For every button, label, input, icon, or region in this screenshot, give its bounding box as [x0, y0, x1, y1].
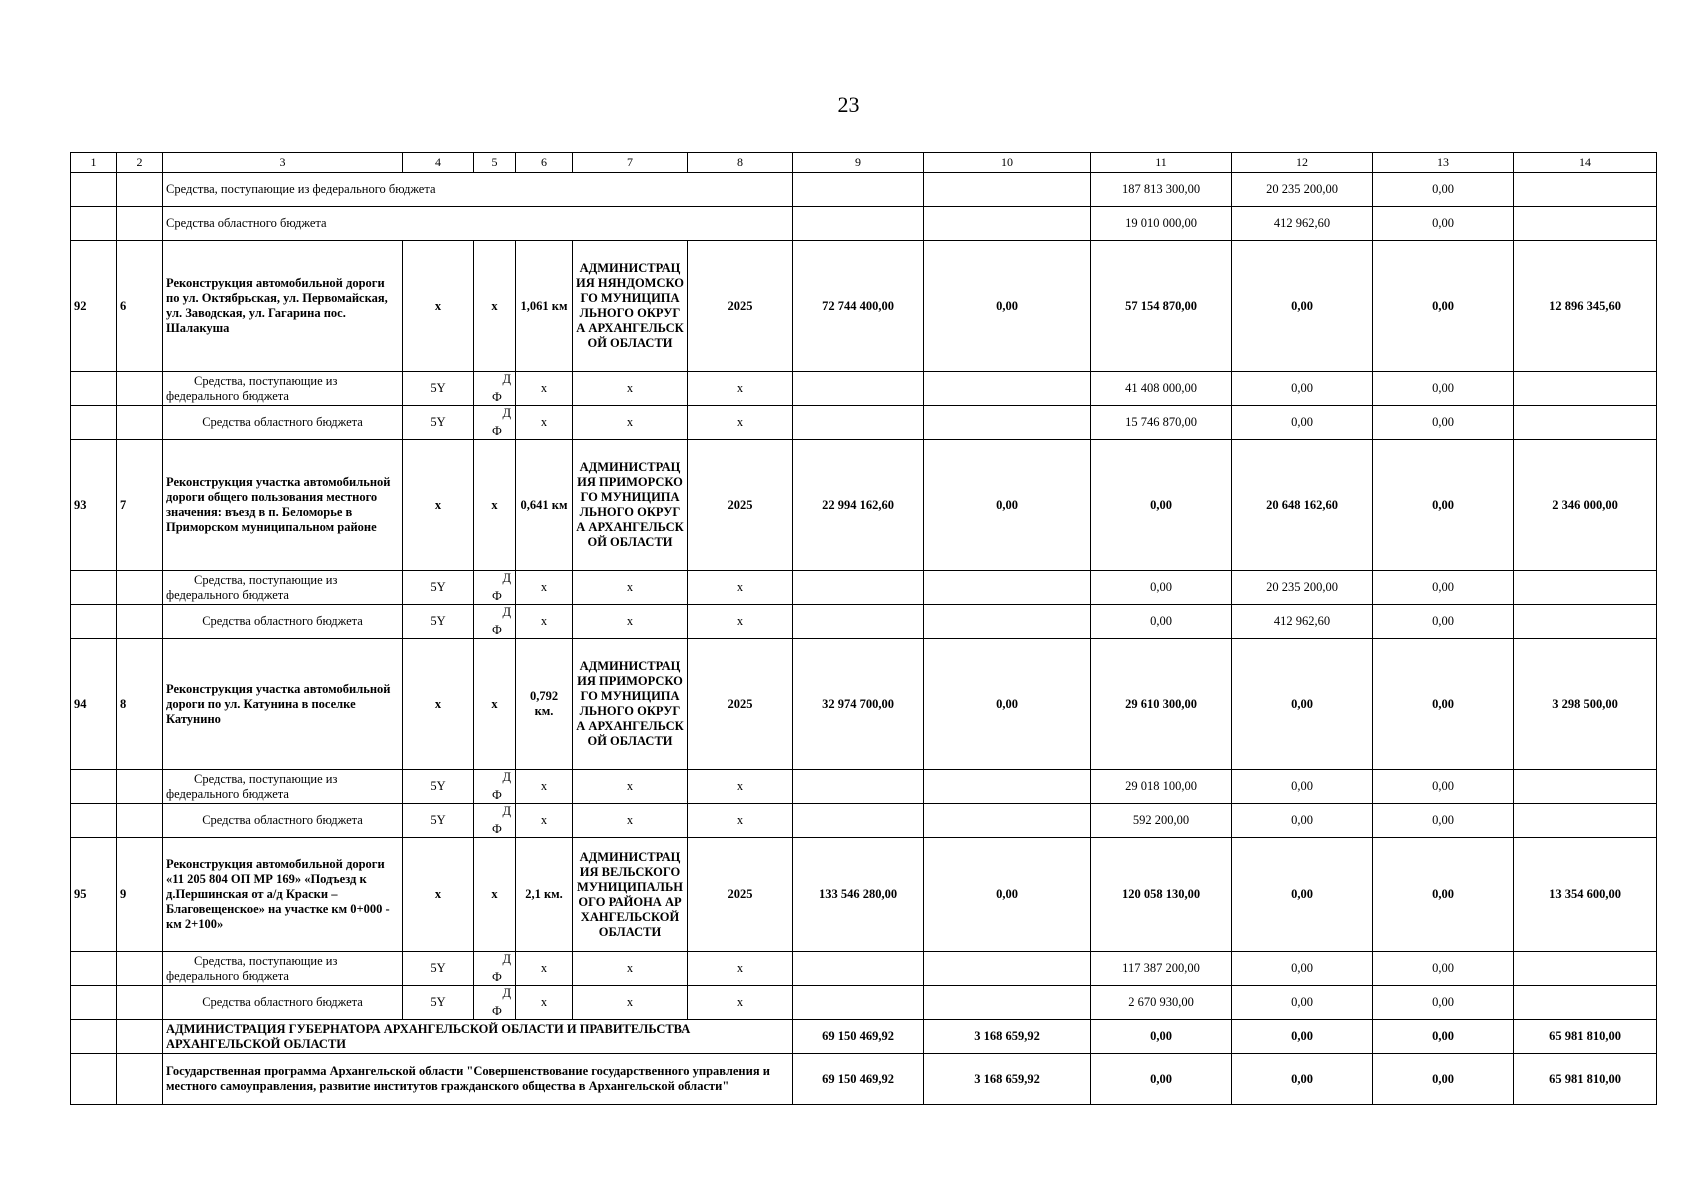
amount-cell: 117 387 200,00	[1091, 952, 1232, 986]
amount-cell: 0,00	[1091, 1054, 1232, 1105]
cell-x: x	[688, 770, 793, 804]
amount-cell: 0,00	[924, 838, 1091, 952]
amount-cell: 12 896 345,60	[1514, 241, 1657, 372]
col-header: 6	[516, 153, 573, 173]
table-cell	[1514, 406, 1657, 440]
budget-code: 5Y	[403, 605, 474, 639]
cell-x: x	[516, 571, 573, 605]
cell-x: x	[516, 952, 573, 986]
road-length: 1,061 км	[516, 241, 573, 372]
table-cell	[924, 804, 1091, 838]
amount-cell: 72 744 400,00	[793, 241, 924, 372]
funding-source-line: федерального бюджета	[166, 968, 289, 983]
cell-x: x	[688, 571, 793, 605]
fund-type-d: Д	[502, 406, 511, 420]
row-number: 94	[71, 639, 117, 770]
table-cell	[117, 1054, 163, 1105]
cell-x: x	[474, 440, 516, 571]
budget-code: 5Y	[403, 804, 474, 838]
table-cell	[71, 986, 117, 1020]
fund-type-cell	[474, 804, 516, 838]
amount-cell: 0,00	[1232, 986, 1373, 1020]
cell-x: x	[573, 952, 688, 986]
fund-type-f: Ф	[492, 390, 502, 404]
cell-x: x	[688, 986, 793, 1020]
col-header: 2	[117, 153, 163, 173]
fund-type-cell	[474, 372, 516, 406]
col-header: 3	[163, 153, 403, 173]
funding-source	[163, 571, 403, 605]
fund-type-cell	[474, 770, 516, 804]
table-cell	[71, 372, 117, 406]
funding-row	[71, 372, 1657, 406]
table-cell	[117, 571, 163, 605]
budget-code: 5Y	[403, 770, 474, 804]
funding-source: Средства областного бюджета	[163, 804, 403, 838]
table-cell	[793, 804, 924, 838]
fund-type-cell	[474, 605, 516, 639]
col-header: 13	[1373, 153, 1514, 173]
table-cell	[793, 986, 924, 1020]
page-number: 23	[837, 92, 860, 117]
cell-x: x	[573, 605, 688, 639]
amount-cell: 0,00	[1232, 406, 1373, 440]
fund-type-d: Д	[502, 372, 511, 386]
amount-cell: 0,00	[1232, 639, 1373, 770]
table-cell	[1514, 571, 1657, 605]
fund-type-cell	[474, 571, 516, 605]
funding-row	[71, 207, 1657, 241]
table-cell	[1514, 770, 1657, 804]
amount-cell: 0,00	[1373, 605, 1514, 639]
row-subnumber: 8	[117, 639, 163, 770]
project-row	[71, 440, 1657, 571]
funding-source: Средства областного бюджета	[163, 406, 403, 440]
table-cell	[71, 207, 117, 241]
amount-cell: 0,00	[1373, 241, 1514, 372]
cell-x: x	[688, 406, 793, 440]
funding-source-line: Средства, поступающие из	[194, 373, 338, 388]
cell-x: x	[474, 639, 516, 770]
amount-cell: 29 018 100,00	[1091, 770, 1232, 804]
administrator: АДМИНИСТРАЦИЯ ВЕЛЬСКОГО МУНИЦИПАЛЬНОГО РАЙОНА АРХАНГЕЛЬСКОЙ ОБЛАСТИ	[573, 838, 688, 952]
table-cell	[71, 406, 117, 440]
col-header: 14	[1514, 153, 1657, 173]
amount-cell: 69 150 469,92	[793, 1020, 924, 1054]
cell-x: x	[516, 406, 573, 440]
budget-code: 5Y	[403, 406, 474, 440]
table-cell	[117, 173, 163, 207]
table-cell	[117, 804, 163, 838]
cell-x: x	[573, 406, 688, 440]
funding-source	[163, 770, 403, 804]
amount-cell: 19 010 000,00	[1091, 207, 1232, 241]
amount-cell: 0,00	[1373, 440, 1514, 571]
fund-type-f: Ф	[492, 970, 502, 984]
fund-type-cell	[474, 406, 516, 440]
amount-cell: 3 168 659,92	[924, 1020, 1091, 1054]
cell-x: x	[516, 804, 573, 838]
col-header: 12	[1232, 153, 1373, 173]
total-row	[71, 1020, 1657, 1054]
fund-type-cell	[474, 986, 516, 1020]
funding-source	[163, 372, 403, 406]
fund-type-d: Д	[502, 804, 511, 818]
fund-type-f: Ф	[492, 788, 502, 802]
fund-type-f: Ф	[492, 623, 502, 637]
fund-type-cell	[474, 952, 516, 986]
funding-row	[71, 173, 1657, 207]
fund-type-d: Д	[502, 770, 511, 784]
cell-x: x	[573, 770, 688, 804]
table-cell	[117, 372, 163, 406]
budget-code: 5Y	[403, 952, 474, 986]
amount-cell: 0,00	[1373, 173, 1514, 207]
amount-cell: 0,00	[1232, 241, 1373, 372]
project-name: Реконструкция участка автомобильной дороги по ул. Катунина в поселке Катунино	[163, 639, 403, 770]
amount-cell: 20 648 162,60	[1232, 440, 1373, 571]
cell-x: x	[403, 838, 474, 952]
amount-cell: 0,00	[1373, 770, 1514, 804]
program-name: Государственная программа Архангельской области "Совершенствование государственного управления и местного самоуправления, развитие институтов гражданского общества в Архангельской области"	[163, 1054, 793, 1105]
amount-cell: 2 670 930,00	[1091, 986, 1232, 1020]
budget-table	[70, 152, 1657, 1105]
funding-source-line: Средства, поступающие из	[194, 572, 338, 587]
amount-cell: 69 150 469,92	[793, 1054, 924, 1105]
table-cell	[71, 571, 117, 605]
administrator: АДМИНИСТРАЦИЯ НЯНДОМСКОГО МУНИЦИПАЛЬНОГО ОКРУГА АРХАНГЕЛЬСКОЙ ОБЛАСТИ	[573, 241, 688, 372]
amount-cell: 0,00	[1373, 1020, 1514, 1054]
table-cell	[71, 173, 117, 207]
amount-cell: 0,00	[1091, 1020, 1232, 1054]
amount-cell: 0,00	[1373, 207, 1514, 241]
project-row	[71, 241, 1657, 372]
cell-x: x	[688, 952, 793, 986]
table-cell	[793, 173, 924, 207]
amount-cell: 15 746 870,00	[1091, 406, 1232, 440]
funding-row	[71, 770, 1657, 804]
cell-x: x	[573, 372, 688, 406]
amount-cell: 0,00	[1091, 571, 1232, 605]
cell-x: x	[573, 571, 688, 605]
cell-x: x	[474, 838, 516, 952]
year-cell: 2025	[688, 838, 793, 952]
amount-cell: 57 154 870,00	[1091, 241, 1232, 372]
amount-cell: 412 962,60	[1232, 605, 1373, 639]
amount-cell: 0,00	[1373, 372, 1514, 406]
col-header: 10	[924, 153, 1091, 173]
funding-row	[71, 952, 1657, 986]
table-cell	[793, 952, 924, 986]
funding-row	[71, 804, 1657, 838]
amount-cell: 0,00	[1373, 571, 1514, 605]
funding-source: Средства областного бюджета	[163, 986, 403, 1020]
amount-cell: 0,00	[1091, 605, 1232, 639]
funding-source	[163, 952, 403, 986]
amount-cell: 65 981 810,00	[1514, 1054, 1657, 1105]
funding-source: Средства, поступающие из федерального бюджета	[163, 173, 793, 207]
funding-source-line: федерального бюджета	[166, 388, 289, 403]
amount-cell: 120 058 130,00	[1091, 838, 1232, 952]
administrator: АДМИНИСТРАЦИЯ ПРИМОРСКОГО МУНИЦИПАЛЬНОГО ОКРУГА АРХАНГЕЛЬСКОЙ ОБЛАСТИ	[573, 639, 688, 770]
budget-code: 5Y	[403, 571, 474, 605]
funding-source: Средства областного бюджета	[163, 605, 403, 639]
funding-row	[71, 605, 1657, 639]
table-cell	[793, 207, 924, 241]
cell-x: x	[573, 804, 688, 838]
table-cell	[793, 571, 924, 605]
total-name: АДМИНИСТРАЦИЯ ГУБЕРНАТОРА АРХАНГЕЛЬСКОЙ ОБЛАСТИ И ПРАВИТЕЛЬСТВА АРХАНГЕЛЬСКОЙ ОБЛАСТИ	[163, 1020, 793, 1054]
table-cell	[924, 207, 1091, 241]
funding-row	[71, 406, 1657, 440]
cell-x: x	[573, 986, 688, 1020]
amount-cell: 0,00	[1373, 804, 1514, 838]
amount-cell: 0,00	[1232, 838, 1373, 952]
amount-cell: 22 994 162,60	[793, 440, 924, 571]
table-cell	[924, 986, 1091, 1020]
fund-type-f: Ф	[492, 1004, 502, 1018]
table-cell	[793, 406, 924, 440]
amount-cell: 2 346 000,00	[1514, 440, 1657, 571]
table-cell	[793, 372, 924, 406]
row-number: 95	[71, 838, 117, 952]
table-cell	[1514, 952, 1657, 986]
table-cell	[1514, 173, 1657, 207]
amount-cell: 3 298 500,00	[1514, 639, 1657, 770]
amount-cell: 41 408 000,00	[1091, 372, 1232, 406]
table-cell	[793, 605, 924, 639]
amount-cell: 0,00	[1373, 639, 1514, 770]
amount-cell: 65 981 810,00	[1514, 1020, 1657, 1054]
cell-x: x	[403, 639, 474, 770]
amount-cell: 29 610 300,00	[1091, 639, 1232, 770]
program-row	[71, 1054, 1657, 1105]
table-cell	[117, 406, 163, 440]
amount-cell: 0,00	[1373, 986, 1514, 1020]
amount-cell: 0,00	[1232, 770, 1373, 804]
table-cell	[924, 605, 1091, 639]
cell-x: x	[474, 241, 516, 372]
cell-x: x	[403, 241, 474, 372]
administrator: АДМИНИСТРАЦИЯ ПРИМОРСКОГО МУНИЦИПАЛЬНОГО ОКРУГА АРХАНГЕЛЬСКОЙ ОБЛАСТИ	[573, 440, 688, 571]
table-cell	[924, 952, 1091, 986]
col-header: 1	[71, 153, 117, 173]
fund-type-d: Д	[502, 571, 511, 585]
amount-cell: 0,00	[1373, 1054, 1514, 1105]
table-cell	[924, 406, 1091, 440]
table-cell	[924, 770, 1091, 804]
row-subnumber: 6	[117, 241, 163, 372]
cell-x: x	[516, 770, 573, 804]
amount-cell: 133 546 280,00	[793, 838, 924, 952]
cell-x: x	[688, 804, 793, 838]
table-cell	[71, 1054, 117, 1105]
col-header: 7	[573, 153, 688, 173]
budget-code: 5Y	[403, 372, 474, 406]
fund-type-d: Д	[502, 952, 511, 966]
amount-cell: 412 962,60	[1232, 207, 1373, 241]
amount-cell: 0,00	[1232, 1020, 1373, 1054]
budget-code: 5Y	[403, 986, 474, 1020]
row-number: 92	[71, 241, 117, 372]
amount-cell: 0,00	[924, 639, 1091, 770]
col-header: 11	[1091, 153, 1232, 173]
project-name: Реконструкция автомобильной дороги по ул. Октябрьская, ул. Первомайская, ул. Заводская, ул. Гагарина пос. Шалакуша	[163, 241, 403, 372]
table-cell	[117, 1020, 163, 1054]
row-number: 93	[71, 440, 117, 571]
table-cell	[117, 986, 163, 1020]
col-header: 8	[688, 153, 793, 173]
table-cell	[117, 952, 163, 986]
table-cell	[1514, 605, 1657, 639]
table-cell	[71, 605, 117, 639]
funding-source-line: федерального бюджета	[166, 786, 289, 801]
table-cell	[71, 952, 117, 986]
table-cell	[924, 571, 1091, 605]
amount-cell: 32 974 700,00	[793, 639, 924, 770]
funding-row	[71, 571, 1657, 605]
road-length: 0,792 км.	[516, 639, 573, 770]
table-cell	[793, 770, 924, 804]
amount-cell: 0,00	[924, 440, 1091, 571]
table-cell	[71, 770, 117, 804]
fund-type-f: Ф	[492, 424, 502, 438]
funding-source-line: Средства, поступающие из	[194, 953, 338, 968]
row-subnumber: 9	[117, 838, 163, 952]
table-cell	[71, 1020, 117, 1054]
table-cell	[117, 605, 163, 639]
cell-x: x	[516, 605, 573, 639]
table-cell	[924, 372, 1091, 406]
year-cell: 2025	[688, 440, 793, 571]
funding-source-line: федерального бюджета	[166, 587, 289, 602]
cell-x: x	[516, 372, 573, 406]
project-name: Реконструкция автомобильной дороги «11 205 804 ОП МР 169» «Подъезд к д.Першинская от а/д Краски –Благовещенское» на участке км 0+000 - км 2+100»	[163, 838, 403, 952]
table-cell	[1514, 207, 1657, 241]
col-header: 5	[474, 153, 516, 173]
funding-source-line: Средства, поступающие из	[194, 771, 338, 786]
amount-cell: 0,00	[1373, 952, 1514, 986]
table-cell	[1514, 372, 1657, 406]
amount-cell: 3 168 659,92	[924, 1054, 1091, 1105]
col-header: 4	[403, 153, 474, 173]
table-cell	[117, 207, 163, 241]
fund-type-d: Д	[502, 986, 511, 1000]
table-cell	[924, 173, 1091, 207]
road-length: 2,1 км.	[516, 838, 573, 952]
table-cell	[71, 804, 117, 838]
amount-cell: 0,00	[1373, 406, 1514, 440]
fund-type-d: Д	[502, 605, 511, 619]
table-cell	[1514, 986, 1657, 1020]
road-length: 0,641 км	[516, 440, 573, 571]
amount-cell: 187 813 300,00	[1091, 173, 1232, 207]
project-row	[71, 639, 1657, 770]
amount-cell: 0,00	[1232, 1054, 1373, 1105]
amount-cell: 0,00	[1373, 838, 1514, 952]
table-cell	[1514, 804, 1657, 838]
year-cell: 2025	[688, 639, 793, 770]
amount-cell: 20 235 200,00	[1232, 571, 1373, 605]
row-subnumber: 7	[117, 440, 163, 571]
funding-source: Средства областного бюджета	[163, 207, 793, 241]
amount-cell: 0,00	[1232, 952, 1373, 986]
funding-row	[71, 986, 1657, 1020]
cell-x: x	[403, 440, 474, 571]
fund-type-f: Ф	[492, 589, 502, 603]
fund-type-f: Ф	[492, 822, 502, 836]
project-row	[71, 838, 1657, 952]
header-row	[71, 153, 1657, 173]
cell-x: x	[516, 986, 573, 1020]
amount-cell: 0,00	[1232, 804, 1373, 838]
amount-cell: 0,00	[924, 241, 1091, 372]
amount-cell: 0,00	[1091, 440, 1232, 571]
col-header: 9	[793, 153, 924, 173]
cell-x: x	[688, 372, 793, 406]
amount-cell: 20 235 200,00	[1232, 173, 1373, 207]
project-name: Реконструкция участка автомобильной дороги общего пользования местного значения: въезд в п. Беломорье в Приморском муниципальном районе	[163, 440, 403, 571]
amount-cell: 13 354 600,00	[1514, 838, 1657, 952]
table-cell	[117, 770, 163, 804]
amount-cell: 592 200,00	[1091, 804, 1232, 838]
amount-cell: 0,00	[1232, 372, 1373, 406]
year-cell: 2025	[688, 241, 793, 372]
cell-x: x	[688, 605, 793, 639]
